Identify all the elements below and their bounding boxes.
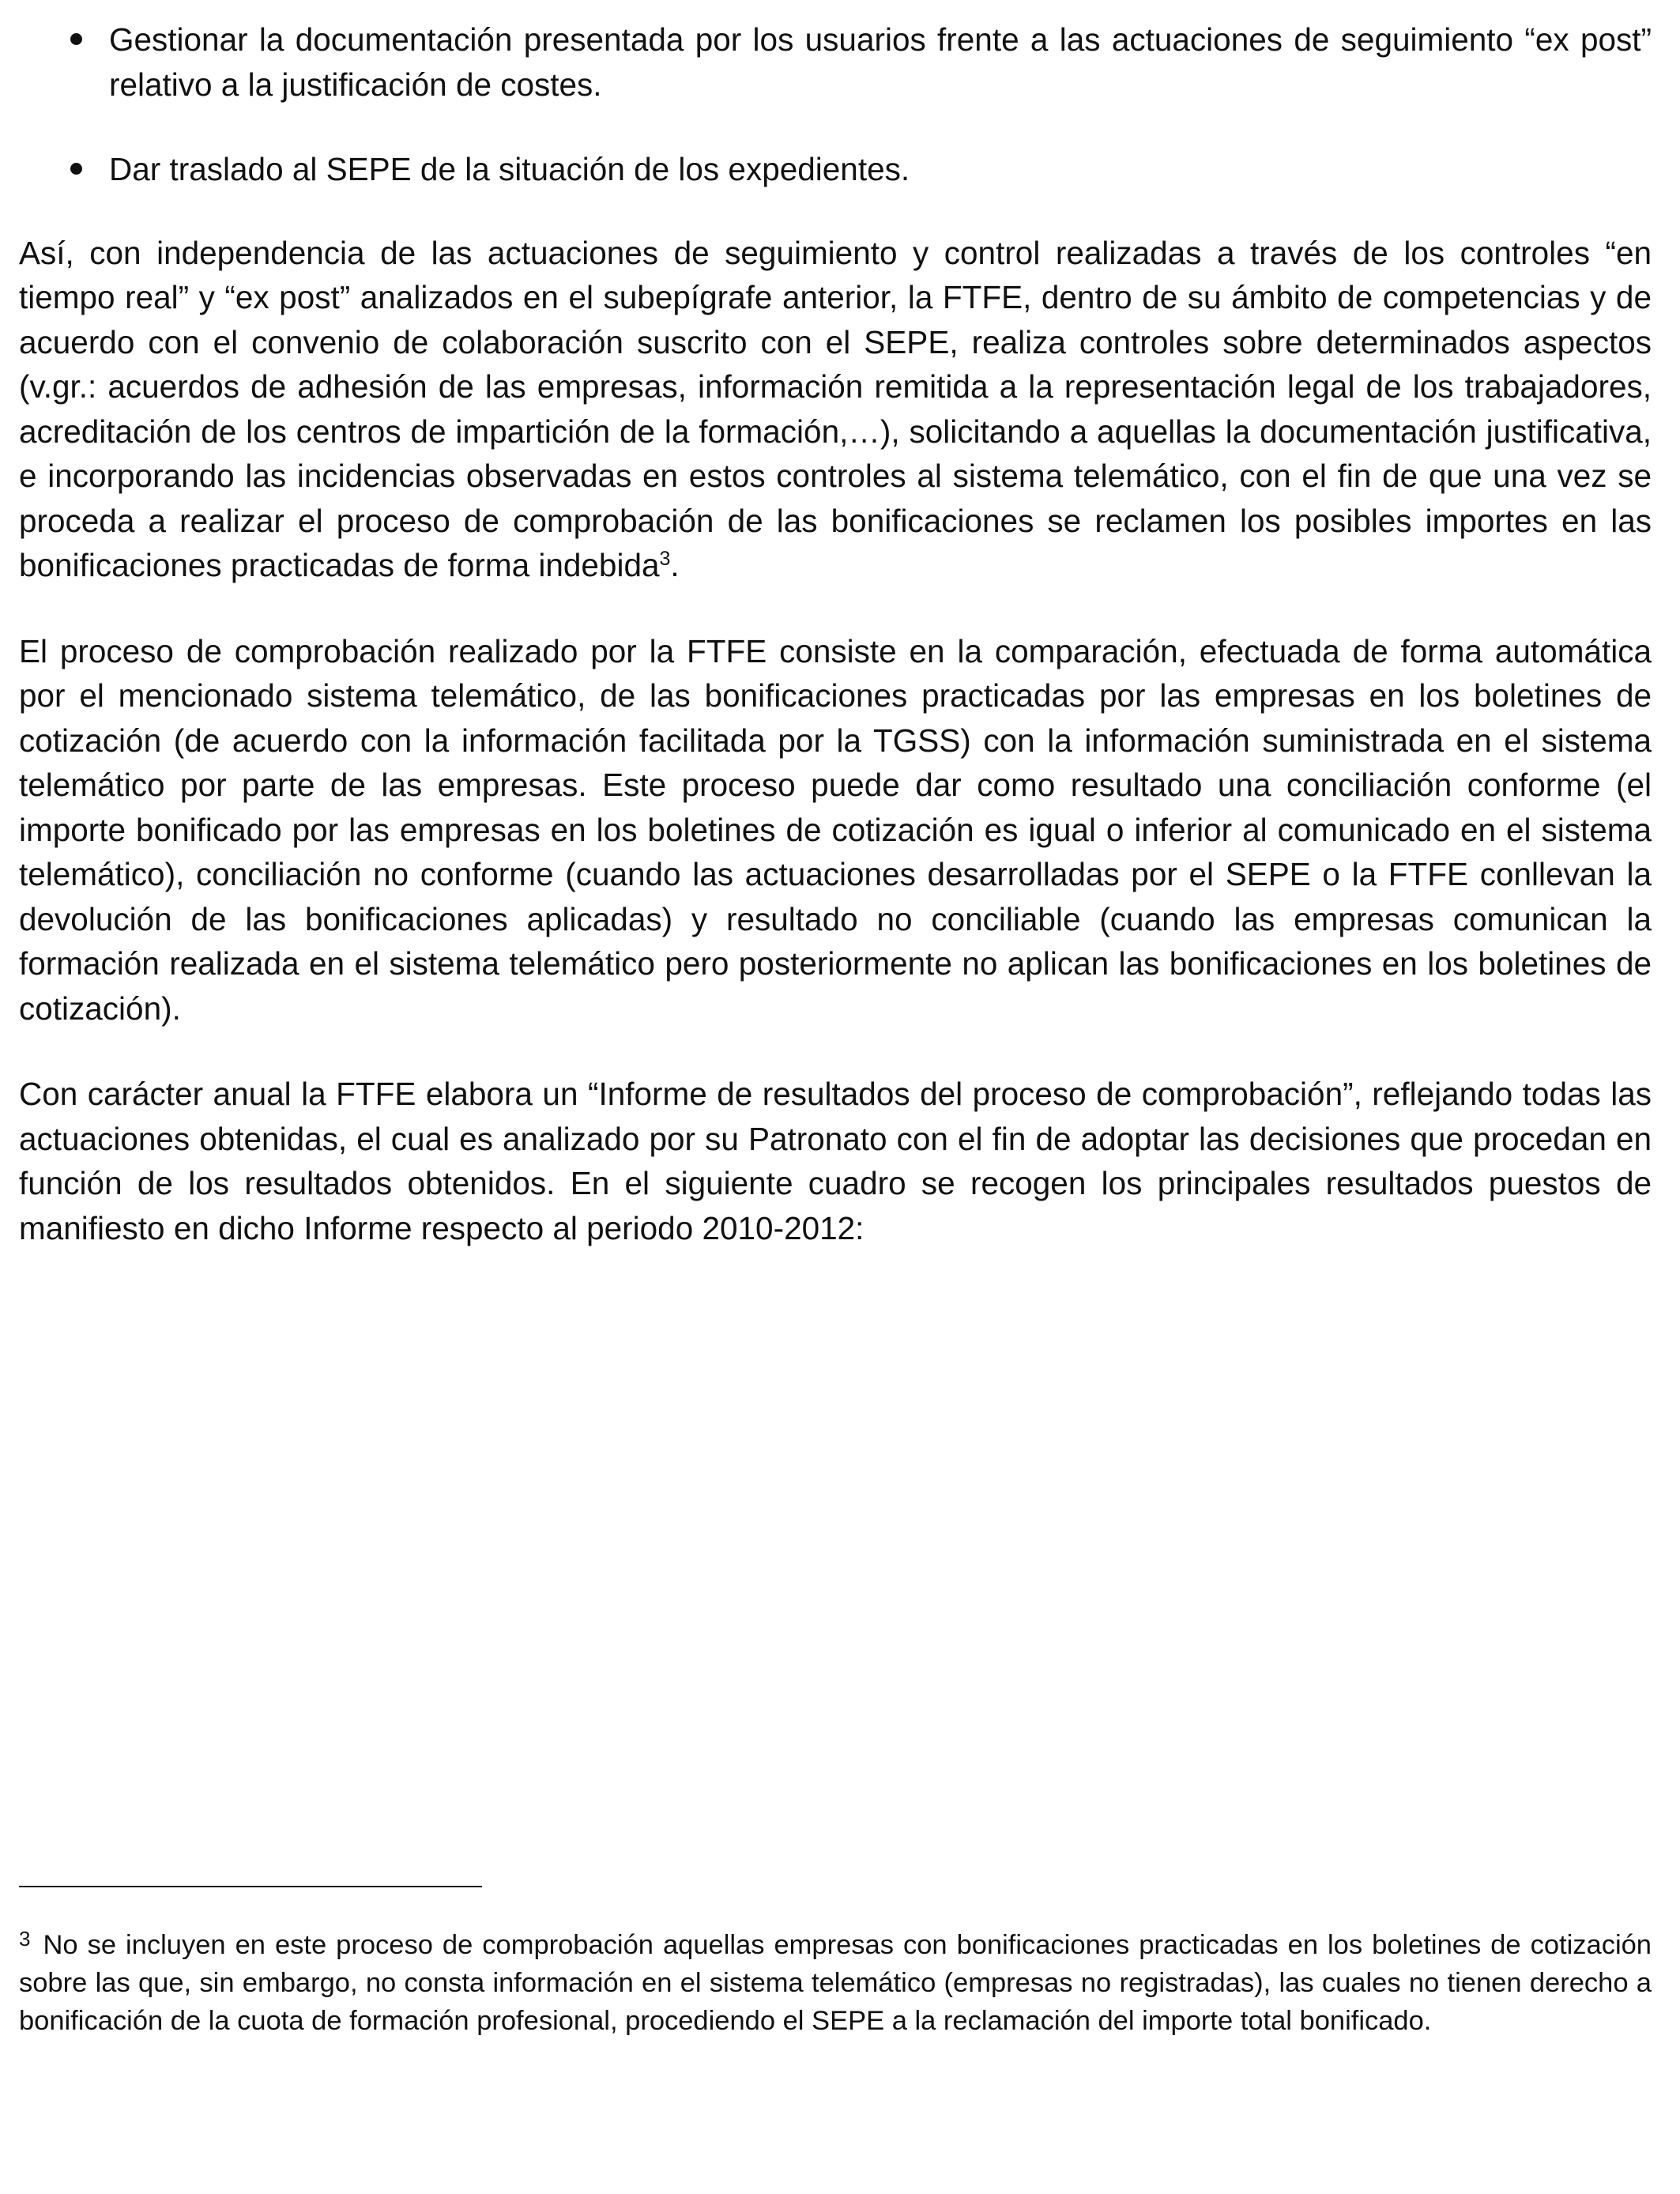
footnote-number: 3 <box>19 1927 31 1951</box>
footnote-text: No se incluyen en este proceso de comprobación aquellas empresas con bonificaciones practicadas en los boletines de cotización sobre las que, sin embargo, no consta información en el sistema telemático (empresas no registradas), las cuales no tienen derecho a bonificación de la cuota de formación profesional, procediendo el SEPE a la reclamación del importe total bonificado. <box>19 1930 1652 2036</box>
paragraph-text: Así, con independencia de las actuaciones de seguimiento y control realizadas a través de los controles “en tiempo real” y “ex post” analizados en el subepígrafe anterior, la FTFE, dentro de su ámbito de competencias y de acuerdo con el convenio de colaboración suscrito con el SEPE, realiza controles sobre determinados aspectos (v.gr.: acuerdos de adhesión de las empresas, información remitida a la representación legal de los trabajadores, acreditación de los centros de impartición de la formación,…), solicitando a aquellas la documentación justificativa, e incorporando las incidencias observadas en estos controles al sistema telemático, con el fin de que una vez se proceda a realizar el proceso de comprobación de las bonificaciones se reclamen los posibles importes en las bonificaciones practicadas de forma indebida <box>19 234 1652 583</box>
bullet-text: Dar traslado al SEPE de la situación de los expedientes. <box>109 151 910 187</box>
document-page <box>19 17 1652 1250</box>
bullet-item-sepe-transfer <box>19 147 1652 192</box>
bullet-text: Gestionar la documentación presentada por los usuarios frente a las actuaciones de seguimiento “ex post” relativo a la justificación de costes. <box>109 21 1652 103</box>
paragraph-controls <box>19 231 1652 588</box>
footnote-separator <box>19 1886 482 1887</box>
footnote <box>19 1926 1652 2040</box>
bullet-list <box>19 17 1652 192</box>
footnote-reference[interactable]: 3 <box>659 548 671 570</box>
paragraph-annual-report: Con carácter anual la FTFE elabora un “Informe de resultados del proceso de comprobación”, reflejando todas las actuaciones obtenidas, el cual es analizado por su Patronato con el fin de adoptar las decisiones que procedan en función de los resultados obtenidos. En el siguiente cuadro se recogen los principales resultados puestos de manifiesto en dicho Informe respecto al periodo 2010-2012: <box>19 1076 1652 1246</box>
paragraph-verification-process: El proceso de comprobación realizado por la FTFE consiste en la comparación, efectuada de forma automática por el mencionado sistema telemático, de las bonificaciones practicadas por las empresas en los boletines de cotización (de acuerdo con la información facilitada por la TGSS) con la información suministrada en el sistema telemático por parte de las empresas. Este proceso puede dar como resultado una conciliación conforme (el importe bonificado por las empresas en los boletines de cotización es igual o inferior al comunicado en el sistema telemático), conciliación no conforme (cuando las actuaciones desarrolladas por el SEPE o la FTFE conllevan la devolución de las bonificaciones aplicadas) y resultado no conciliable (cuando las empresas comunican la formación realizada en el sistema telemático pero posteriormente no aplican las bonificaciones en los boletines de cotización). <box>19 632 1652 1027</box>
paragraph-end-punctuation: . <box>670 547 680 583</box>
bullet-dot-icon <box>70 163 82 175</box>
bullet-dot-icon <box>70 33 82 45</box>
bullet-item-documentation <box>19 17 1652 107</box>
